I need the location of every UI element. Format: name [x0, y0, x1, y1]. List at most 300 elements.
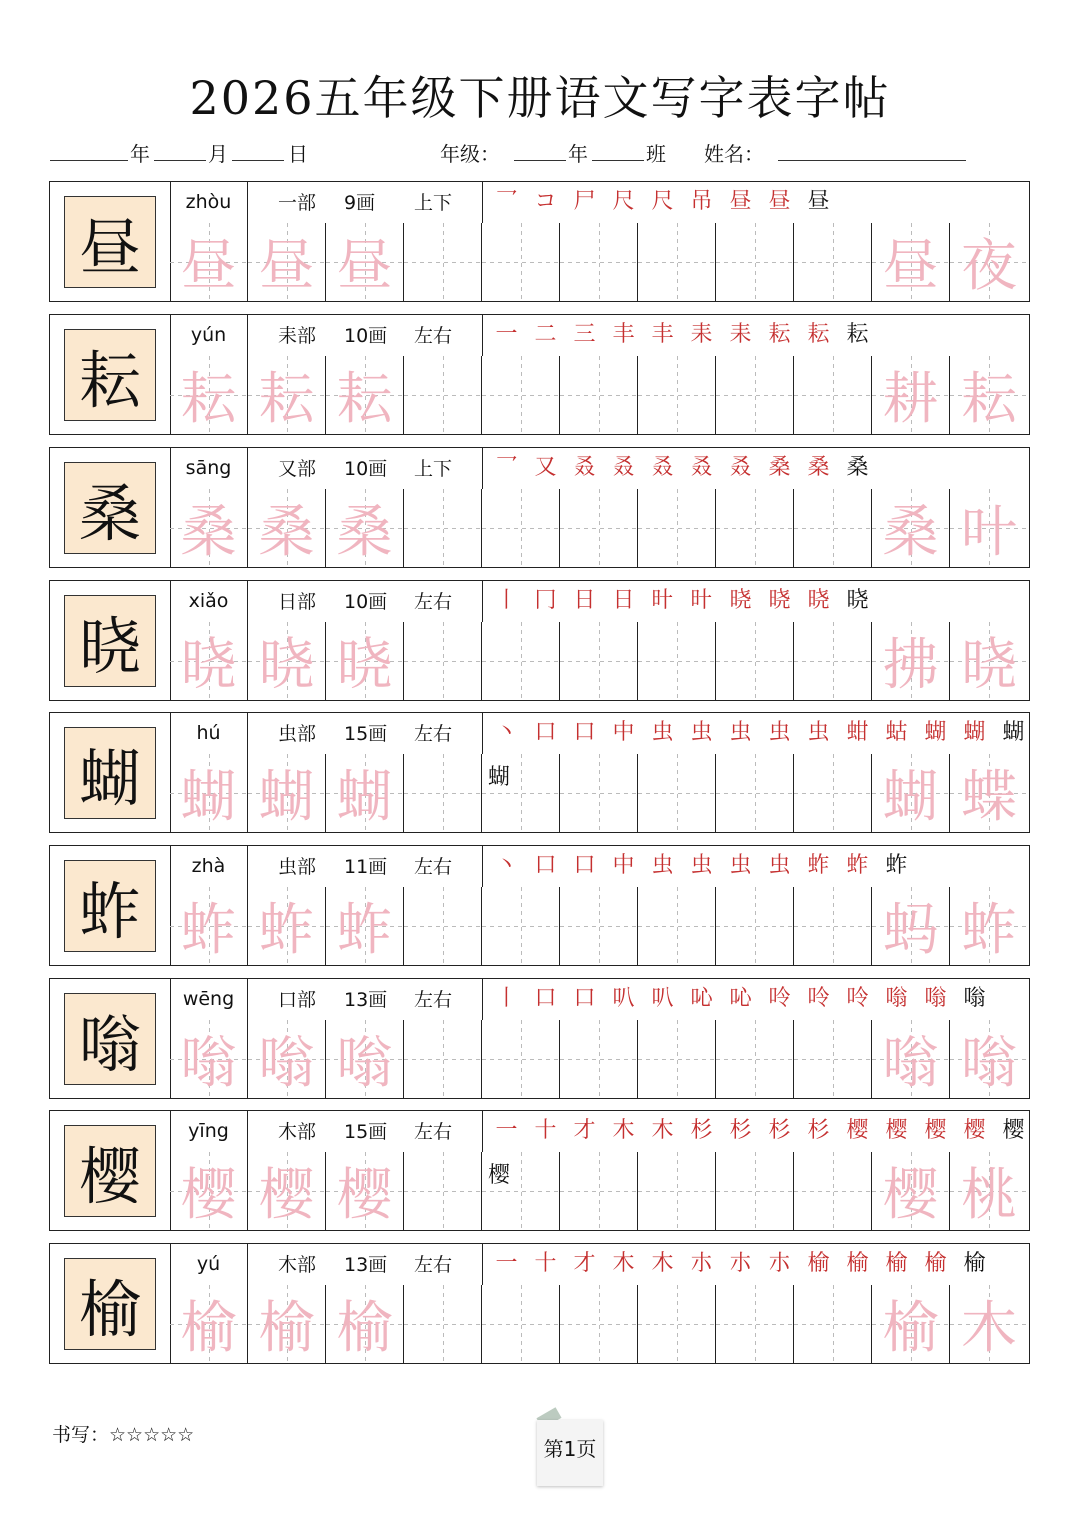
trace-cell[interactable]: 蝴 — [248, 754, 326, 832]
stroke-step: 杉 — [690, 1118, 713, 1143]
stroke-step: 榆 — [846, 1251, 869, 1276]
trace-cell[interactable]: 嗡 — [170, 1020, 248, 1098]
stroke-step: 虫 — [690, 853, 713, 878]
stroke-step: 杉 — [807, 1118, 830, 1143]
stroke-step: 叒 — [651, 455, 674, 480]
word-cell[interactable]: 桃 — [950, 1152, 1028, 1230]
blank-cell[interactable] — [794, 887, 872, 965]
stroke-step: 口 — [534, 853, 557, 878]
stroke-step: 才 — [573, 1118, 596, 1143]
blank-cell[interactable] — [404, 489, 482, 567]
stroke-order — [483, 846, 1029, 887]
trace-cell[interactable]: 蚱 — [326, 887, 404, 965]
stroke-step: 虫 — [768, 720, 791, 745]
trace-cell[interactable]: 樱 — [326, 1152, 404, 1230]
stroke-step: 木 — [651, 1251, 674, 1276]
radical: 口部 — [278, 989, 317, 1011]
stroke-count: 9画 — [344, 192, 376, 214]
stroke-step: 虫 — [768, 853, 791, 878]
blank-cell[interactable] — [716, 1285, 794, 1363]
trace-cell[interactable]: 樱 — [248, 1152, 326, 1230]
stroke-step: 丶 — [495, 853, 518, 878]
stroke-step: 樱 — [924, 1118, 947, 1143]
stroke-step: 虫 — [729, 853, 752, 878]
stroke-count: 15画 — [344, 723, 388, 745]
blank-cell[interactable] — [794, 754, 872, 832]
stroke-step: 口 — [534, 720, 557, 745]
day-blank[interactable] — [232, 138, 284, 161]
pinyin: xiǎo — [170, 581, 248, 622]
stroke-step: 口 — [573, 853, 596, 878]
char-row — [49, 845, 1030, 966]
page-title: 2026五年级下册语文写字表字帖 — [189, 71, 891, 125]
pinyin: yú — [170, 1244, 248, 1285]
radical: 耒部 — [278, 325, 317, 347]
blank-cell[interactable] — [560, 754, 638, 832]
stroke-step: 虫 — [651, 853, 674, 878]
structure: 左右 — [414, 1121, 453, 1143]
char-meta — [248, 1244, 483, 1285]
stroke-step: 又 — [534, 455, 557, 480]
stroke-step: 蚶 — [846, 720, 869, 745]
blank-cell[interactable] — [482, 887, 560, 965]
trace-cell[interactable]: 榆 — [326, 1285, 404, 1363]
stroke-step: 一 — [495, 1118, 518, 1143]
stroke-step: 二 — [534, 322, 557, 347]
stroke-step: 吊 — [690, 189, 713, 214]
stroke-step: 中 — [612, 720, 635, 745]
blank-cell[interactable] — [638, 887, 716, 965]
pinyin: sāng — [170, 448, 248, 489]
blank-cell[interactable] — [404, 1285, 482, 1363]
blank-cell[interactable] — [404, 1152, 482, 1230]
practice-cells — [170, 622, 1029, 700]
radical: 木部 — [278, 1254, 317, 1276]
page-number: 第1页 — [537, 1420, 603, 1486]
stroke-step: 朩 — [729, 1251, 752, 1276]
char-row — [49, 447, 1030, 568]
blank-cell[interactable] — [560, 1152, 638, 1230]
trace-cell[interactable]: 耘 — [170, 356, 248, 434]
stroke-step: 尺 — [651, 189, 674, 214]
trace-cell[interactable]: 蚱 — [248, 887, 326, 965]
practice-cells — [170, 1020, 1029, 1098]
name-blank[interactable] — [778, 138, 966, 161]
word-cell[interactable]: 昼 — [872, 223, 950, 301]
stroke-step: 虫 — [729, 720, 752, 745]
stroke-step: 蚱 — [846, 853, 869, 878]
radical: 虫部 — [278, 856, 317, 878]
model-char-cell — [50, 315, 171, 434]
blank-cell[interactable] — [404, 622, 482, 700]
blank-cell[interactable] — [716, 622, 794, 700]
trace-cell[interactable]: 榆 — [170, 1285, 248, 1363]
year-label: 年 — [130, 142, 150, 166]
stroke-order — [483, 979, 1029, 1020]
stroke-count: 15画 — [344, 1121, 388, 1143]
model-char-cell — [50, 182, 171, 301]
trace-cell[interactable]: 蚱 — [170, 887, 248, 965]
trace-cell[interactable]: 蝴 — [170, 754, 248, 832]
practice-cells — [170, 754, 1029, 832]
stroke-order — [483, 581, 1029, 622]
stroke-step: 晓 — [807, 588, 830, 613]
stroke-step: 嗡 — [885, 986, 908, 1011]
blank-cell[interactable] — [716, 223, 794, 301]
blank-cell[interactable] — [794, 489, 872, 567]
stroke-step: 一 — [495, 322, 518, 347]
radical: 日部 — [278, 591, 317, 613]
word-cell[interactable]: 榆 — [872, 1285, 950, 1363]
trace-cell[interactable]: 蝴 — [326, 754, 404, 832]
name-label: 姓名： — [704, 142, 764, 166]
blank-cell[interactable] — [404, 356, 482, 434]
model-char: 蚱 — [64, 860, 156, 952]
stroke-step: 蚱 — [807, 853, 830, 878]
stroke-count: 11画 — [344, 856, 388, 878]
stroke-count: 10画 — [344, 325, 388, 347]
day-label: 日 — [288, 142, 308, 166]
stroke-step: 吣 — [690, 986, 713, 1011]
stroke-step: 晓 — [768, 588, 791, 613]
char-row — [49, 580, 1030, 701]
word-cell[interactable]: 蝴 — [872, 754, 950, 832]
model-char-cell — [50, 1244, 171, 1363]
blank-cell[interactable] — [638, 1285, 716, 1363]
word-cell[interactable]: 耘 — [950, 356, 1028, 434]
stroke-step: 日 — [612, 588, 635, 613]
word-cell[interactable]: 嗡 — [950, 1020, 1028, 1098]
model-char: 嗡 — [64, 993, 156, 1085]
stroke-count: 13画 — [344, 1254, 388, 1276]
blank-cell[interactable] — [794, 1020, 872, 1098]
stroke-step: 叒 — [612, 455, 635, 480]
model-char: 榆 — [64, 1258, 156, 1350]
year-blank[interactable] — [50, 138, 128, 161]
blank-cell[interactable] — [560, 356, 638, 434]
blank-cell[interactable] — [560, 622, 638, 700]
stroke-step: 耒 — [729, 322, 752, 347]
blank-cell[interactable] — [560, 1020, 638, 1098]
word-cell[interactable]: 拂 — [872, 622, 950, 700]
stroke-step: 樱 — [846, 1118, 869, 1143]
stroke-step: 叒 — [690, 455, 713, 480]
stroke-step: 蝴 — [924, 720, 947, 745]
stroke-step: 耘 — [846, 322, 869, 347]
blank-cell[interactable] — [404, 223, 482, 301]
pinyin: zhà — [170, 846, 248, 887]
stroke-step: 木 — [612, 1118, 635, 1143]
stroke-step: 才 — [573, 1251, 596, 1276]
trace-cell[interactable]: 榆 — [248, 1285, 326, 1363]
char-meta — [248, 448, 483, 489]
structure: 左右 — [414, 325, 453, 347]
word-cell[interactable]: 夜 — [950, 223, 1028, 301]
blank-cell[interactable] — [482, 223, 560, 301]
blank-cell[interactable] — [638, 223, 716, 301]
stroke-step: コ — [534, 189, 557, 214]
word-cell[interactable]: 蚱 — [950, 887, 1028, 965]
pinyin: wēng — [170, 979, 248, 1020]
char-meta — [248, 979, 483, 1020]
stroke-step: 虫 — [807, 720, 830, 745]
stroke-step: 口 — [573, 720, 596, 745]
blank-cell[interactable] — [560, 1285, 638, 1363]
stroke-step: 耒 — [690, 322, 713, 347]
stroke-step: 桑 — [807, 455, 830, 480]
char-meta — [248, 713, 483, 754]
pinyin: yīng — [170, 1111, 248, 1152]
char-meta — [248, 182, 483, 223]
word-cell[interactable]: 蚂 — [872, 887, 950, 965]
trace-cell[interactable]: 晓 — [326, 622, 404, 700]
model-char: 昼 — [64, 196, 156, 288]
model-char-cell — [50, 846, 171, 965]
stroke-overflow-cell[interactable]: 樱 — [482, 1152, 560, 1230]
stroke-order — [483, 1244, 1029, 1285]
stroke-step: 昼 — [807, 189, 830, 214]
char-row — [49, 712, 1030, 833]
practice-cells — [170, 356, 1029, 434]
trace-cell[interactable]: 耘 — [248, 356, 326, 434]
blank-cell[interactable] — [482, 1285, 560, 1363]
stroke-step: 乛 — [495, 455, 518, 480]
stroke-step: 嗡 — [924, 986, 947, 1011]
blank-cell[interactable] — [638, 1020, 716, 1098]
word-cell[interactable]: 晓 — [950, 622, 1028, 700]
stroke-order — [483, 315, 1029, 356]
blank-cell[interactable] — [716, 489, 794, 567]
word-cell[interactable]: 木 — [950, 1285, 1028, 1363]
stroke-step: 乛 — [495, 189, 518, 214]
radical: 又部 — [278, 458, 317, 480]
writing-rating: 书写：☆☆☆☆☆ — [52, 1424, 195, 1446]
trace-cell[interactable]: 昼 — [248, 223, 326, 301]
trace-cell[interactable]: 晓 — [170, 622, 248, 700]
stroke-step: 耘 — [768, 322, 791, 347]
stroke-step: 口 — [534, 986, 557, 1011]
word-cell[interactable]: 叶 — [950, 489, 1028, 567]
stroke-step: 十 — [534, 1251, 557, 1276]
class-blank[interactable] — [592, 138, 644, 161]
practice-cells — [170, 1285, 1029, 1363]
blank-cell[interactable] — [638, 489, 716, 567]
stroke-step: 丰 — [651, 322, 674, 347]
stroke-step: 杉 — [729, 1118, 752, 1143]
stroke-step: 木 — [612, 1251, 635, 1276]
blank-cell[interactable] — [716, 1152, 794, 1230]
stroke-step: 榆 — [885, 1251, 908, 1276]
blank-cell[interactable] — [482, 356, 560, 434]
stroke-step: 旪 — [690, 588, 713, 613]
stroke-step: 叒 — [729, 455, 752, 480]
stroke-step: 中 — [612, 853, 635, 878]
stroke-step: 叭 — [612, 986, 635, 1011]
word-cell[interactable]: 樱 — [872, 1152, 950, 1230]
blank-cell[interactable] — [716, 887, 794, 965]
model-char-cell — [50, 1111, 171, 1230]
blank-cell[interactable] — [404, 1020, 482, 1098]
practice-cells — [170, 223, 1029, 301]
stroke-step: 虫 — [651, 720, 674, 745]
blank-cell[interactable] — [560, 223, 638, 301]
pinyin: yún — [170, 315, 248, 356]
structure: 上下 — [414, 192, 453, 214]
blank-cell[interactable] — [794, 1152, 872, 1230]
stroke-order — [483, 448, 1029, 489]
word-cell[interactable]: 蝶 — [950, 754, 1028, 832]
stroke-step: 樱 — [1002, 1118, 1025, 1143]
stroke-step: 丨 — [495, 986, 518, 1011]
trace-cell[interactable]: 桑 — [170, 489, 248, 567]
blank-cell[interactable] — [716, 356, 794, 434]
model-char: 晓 — [64, 595, 156, 687]
trace-cell[interactable]: 昼 — [326, 223, 404, 301]
stroke-step: 朩 — [768, 1251, 791, 1276]
stroke-step: 尸 — [573, 189, 596, 214]
stroke-step: 蚱 — [885, 853, 908, 878]
structure: 左右 — [414, 1254, 453, 1276]
stroke-step: 蛄 — [885, 720, 908, 745]
stroke-step: 昼 — [729, 189, 752, 214]
blank-cell[interactable] — [404, 887, 482, 965]
stroke-step: 呤 — [846, 986, 869, 1011]
stroke-step: 丶 — [495, 720, 518, 745]
radical: 一部 — [278, 192, 317, 214]
blank-cell[interactable] — [794, 356, 872, 434]
char-meta — [248, 581, 483, 622]
char-row — [49, 978, 1030, 1099]
month-blank[interactable] — [154, 138, 206, 161]
practice-cells — [170, 489, 1029, 567]
model-char-cell — [50, 713, 171, 832]
trace-cell[interactable]: 晓 — [248, 622, 326, 700]
stroke-step: 朩 — [690, 1251, 713, 1276]
radical: 木部 — [278, 1121, 317, 1143]
stroke-step: 丰 — [612, 322, 635, 347]
model-char: 蝴 — [64, 727, 156, 819]
stroke-step: 日 — [573, 588, 596, 613]
month-label: 月 — [208, 142, 228, 166]
stroke-step: 榆 — [924, 1251, 947, 1276]
stroke-step: 吣 — [729, 986, 752, 1011]
stroke-step: 木 — [651, 1118, 674, 1143]
char-row — [49, 314, 1030, 435]
blank-cell[interactable] — [716, 1020, 794, 1098]
stroke-step: 一 — [495, 1251, 518, 1276]
trace-cell[interactable]: 桑 — [248, 489, 326, 567]
char-row — [49, 1243, 1030, 1364]
char-meta — [248, 315, 483, 356]
trace-cell[interactable]: 嗡 — [326, 1020, 404, 1098]
stroke-step: 虫 — [690, 720, 713, 745]
model-char-cell — [50, 581, 171, 700]
stroke-step: 旪 — [651, 588, 674, 613]
stroke-step: 呤 — [807, 986, 830, 1011]
stroke-count: 13画 — [344, 989, 388, 1011]
trace-cell[interactable]: 昼 — [170, 223, 248, 301]
class-unit: 班 — [646, 142, 666, 166]
grade-label: 年级： — [440, 142, 500, 166]
stroke-step: 晓 — [846, 588, 869, 613]
stroke-count: 10画 — [344, 591, 388, 613]
blank-cell[interactable] — [638, 754, 716, 832]
stroke-step: 樱 — [885, 1118, 908, 1143]
blank-cell[interactable] — [638, 1152, 716, 1230]
blank-cell[interactable] — [560, 887, 638, 965]
stroke-order — [483, 182, 1029, 223]
stroke-step: 蝴 — [963, 720, 986, 745]
structure: 左右 — [414, 989, 453, 1011]
model-char: 樱 — [64, 1125, 156, 1217]
stroke-step: 樱 — [963, 1118, 986, 1143]
blank-cell[interactable] — [638, 356, 716, 434]
stroke-step: 呤 — [768, 986, 791, 1011]
practice-cells — [170, 1152, 1029, 1230]
pinyin: hú — [170, 713, 248, 754]
char-row — [49, 1110, 1030, 1231]
blank-cell[interactable] — [482, 1020, 560, 1098]
grade-unit: 年 — [568, 142, 588, 166]
stroke-order — [483, 1111, 1029, 1152]
stroke-order — [483, 713, 1029, 754]
trace-cell[interactable]: 耘 — [326, 356, 404, 434]
stroke-step: 榆 — [807, 1251, 830, 1276]
trace-cell[interactable]: 樱 — [170, 1152, 248, 1230]
structure: 左右 — [414, 856, 453, 878]
stroke-step: 晓 — [729, 588, 752, 613]
trace-cell[interactable]: 嗡 — [248, 1020, 326, 1098]
blank-cell[interactable] — [560, 489, 638, 567]
stroke-step: 叒 — [573, 455, 596, 480]
structure: 左右 — [414, 723, 453, 745]
stroke-step: 杉 — [768, 1118, 791, 1143]
word-cell[interactable]: 嗡 — [872, 1020, 950, 1098]
stroke-step: 冂 — [534, 588, 557, 613]
word-cell[interactable]: 桑 — [872, 489, 950, 567]
char-row — [49, 181, 1030, 302]
blank-cell[interactable] — [482, 622, 560, 700]
radical: 虫部 — [278, 723, 317, 745]
model-char-cell — [50, 979, 171, 1098]
stroke-step: 丨 — [495, 588, 518, 613]
stroke-count: 10画 — [344, 458, 388, 480]
blank-cell[interactable] — [482, 489, 560, 567]
blank-cell[interactable] — [716, 754, 794, 832]
char-meta — [248, 1111, 483, 1152]
blank-cell[interactable] — [638, 622, 716, 700]
trace-cell[interactable]: 桑 — [326, 489, 404, 567]
stroke-step: 十 — [534, 1118, 557, 1143]
blank-cell[interactable] — [794, 1285, 872, 1363]
stroke-step: 叭 — [651, 986, 674, 1011]
blank-cell[interactable] — [794, 622, 872, 700]
fill-in-line — [50, 138, 980, 168]
structure: 上下 — [414, 458, 453, 480]
stroke-overflow-cell[interactable]: 蝴 — [482, 754, 560, 832]
char-meta — [248, 846, 483, 887]
pinyin: zhòu — [170, 182, 248, 223]
stroke-step: 桑 — [768, 455, 791, 480]
word-cell[interactable]: 耕 — [872, 356, 950, 434]
blank-cell[interactable] — [404, 754, 482, 832]
blank-cell[interactable] — [794, 223, 872, 301]
grade-blank[interactable] — [514, 138, 566, 161]
stroke-step: 嗡 — [963, 986, 986, 1011]
stroke-step: 榆 — [963, 1251, 986, 1276]
stroke-step: 尺 — [612, 189, 635, 214]
structure: 左右 — [414, 591, 453, 613]
